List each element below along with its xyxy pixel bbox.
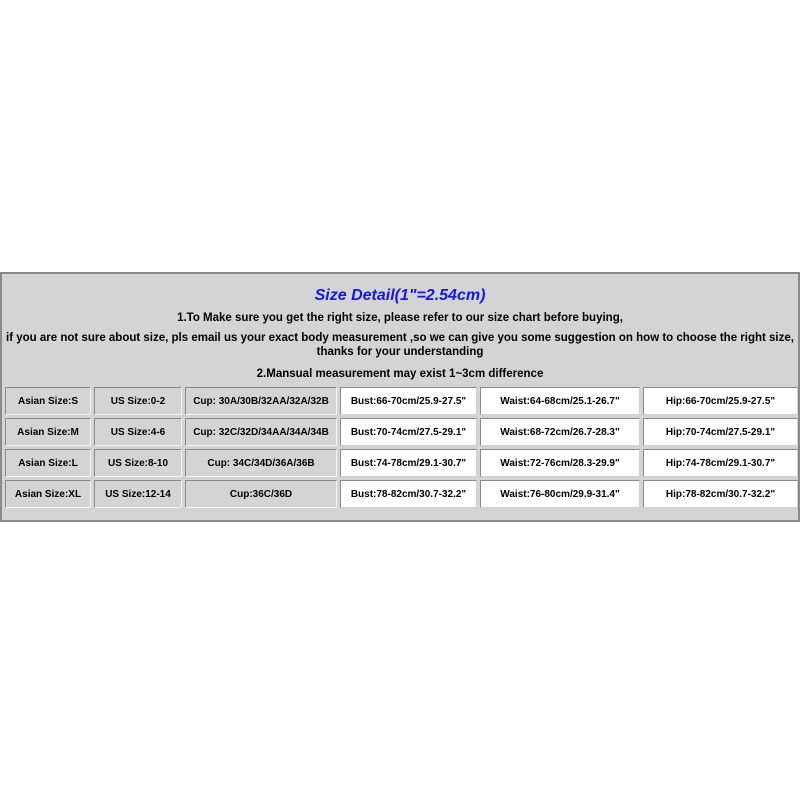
waist-cell: Waist:68-72cm/26.7-28.3" [480, 418, 640, 446]
table-row [5, 449, 798, 477]
asian-size-cell: Asian Size:XL [5, 480, 91, 508]
us-size-cell: US Size:4-6 [94, 418, 182, 446]
hip-cell: Hip:66-70cm/25.9-27.5" [643, 387, 798, 415]
table-row [5, 480, 798, 508]
note-line-4: 2.Mansual measurement may exist 1~3cm difference [256, 368, 544, 380]
us-size-cell: US Size:0-2 [94, 387, 182, 415]
bust-cell: Bust:74-78cm/29.1-30.7" [340, 449, 477, 477]
asian-size-cell: Asian Size:S [5, 387, 91, 415]
cup-size-cell: Cup: 32C/32D/34AA/34A/34B [185, 418, 337, 446]
hip-cell: Hip:74-78cm/29.1-30.7" [643, 449, 798, 477]
size-chart-title: Size Detail(1"=2.54cm) [314, 287, 486, 304]
waist-cell: Waist:64-68cm/25.1-26.7" [480, 387, 640, 415]
size-table [2, 384, 800, 511]
us-size-cell: US Size:12-14 [94, 480, 182, 508]
table-row [5, 418, 798, 446]
asian-size-cell: Asian Size:M [5, 418, 91, 446]
bust-cell: Bust:66-70cm/25.9-27.5" [340, 387, 477, 415]
cup-size-cell: Cup: 30A/30B/32AA/32A/32B [185, 387, 337, 415]
waist-cell: Waist:76-80cm/29.9-31.4" [480, 480, 640, 508]
note-line-1: 1.To Make sure you get the right size, please refer to our size chart before buying, [177, 312, 623, 324]
us-size-cell: US Size:8-10 [94, 449, 182, 477]
hip-cell: Hip:78-82cm/30.7-32.2" [643, 480, 798, 508]
note-line-2: if you are not sure about size, pls email us your exact body measurement ,so we can give you some suggestion on how to choose the right size, [6, 332, 794, 344]
size-chart-panel [0, 272, 800, 522]
bust-cell: Bust:78-82cm/30.7-32.2" [340, 480, 477, 508]
hip-cell: Hip:70-74cm/27.5-29.1" [643, 418, 798, 446]
asian-size-cell: Asian Size:L [5, 449, 91, 477]
table-row [5, 387, 798, 415]
cup-size-cell: Cup: 34C/34D/36A/36B [185, 449, 337, 477]
bust-cell: Bust:70-74cm/27.5-29.1" [340, 418, 477, 446]
waist-cell: Waist:72-76cm/28.3-29.9" [480, 449, 640, 477]
cup-size-cell: Cup:36C/36D [185, 480, 337, 508]
note-line-3: thanks for your understanding [316, 346, 484, 358]
